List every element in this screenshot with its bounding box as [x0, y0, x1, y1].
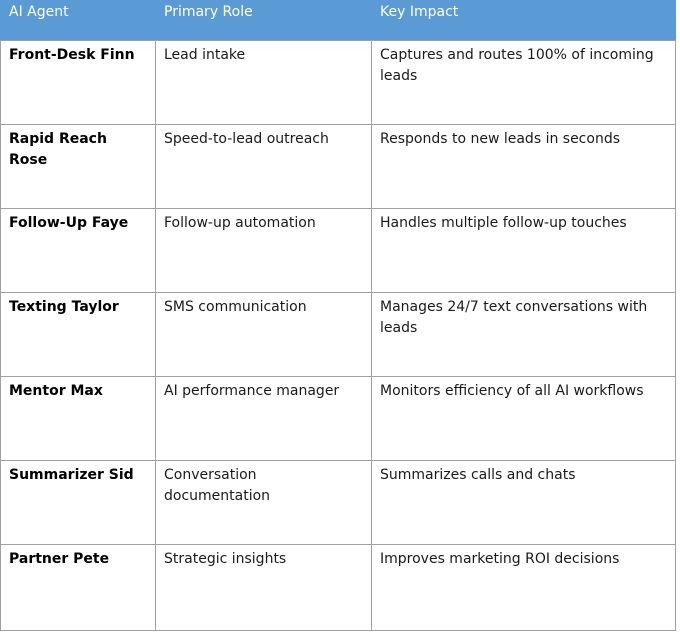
- key-impact-cell: Summarizes calls and chats: [372, 460, 676, 544]
- key-impact-cell: Manages 24/7 text conversations with leads: [372, 292, 676, 376]
- primary-role-cell: AI performance manager: [156, 376, 372, 460]
- table-row: [1, 208, 676, 292]
- agent-name-cell: Follow-Up Faye: [1, 208, 156, 292]
- primary-role-cell: Speed-to-lead outreach: [156, 124, 372, 208]
- column-header-key-impact: Key Impact: [372, 0, 676, 40]
- agent-name-cell: Rapid Reach Rose: [1, 124, 156, 208]
- agent-name-cell: Mentor Max: [1, 376, 156, 460]
- agent-name-cell: Front-Desk Finn: [1, 40, 156, 124]
- table-row: [1, 460, 676, 544]
- primary-role-cell: Conversation documentation: [156, 460, 372, 544]
- table-row: [1, 124, 676, 208]
- key-impact-cell: Responds to new leads in seconds: [372, 124, 676, 208]
- agent-name-cell: Summarizer Sid: [1, 460, 156, 544]
- column-header-ai-agent: AI Agent: [1, 0, 156, 40]
- table-header: [1, 0, 676, 40]
- agent-name-cell: Texting Taylor: [1, 292, 156, 376]
- table-row: [1, 40, 676, 124]
- table-row: [1, 376, 676, 460]
- primary-role-cell: Strategic insights: [156, 544, 372, 630]
- column-header-primary-role: Primary Role: [156, 0, 372, 40]
- table-body: [1, 40, 676, 630]
- primary-role-cell: Lead intake: [156, 40, 372, 124]
- key-impact-cell: Monitors efficiency of all AI workflows: [372, 376, 676, 460]
- agent-name-cell: Partner Pete: [1, 544, 156, 630]
- header-row: [1, 0, 676, 40]
- key-impact-cell: Captures and routes 100% of incoming leads: [372, 40, 676, 124]
- primary-role-cell: SMS communication: [156, 292, 372, 376]
- key-impact-cell: Improves marketing ROI decisions: [372, 544, 676, 630]
- key-impact-cell: Handles multiple follow-up touches: [372, 208, 676, 292]
- primary-role-cell: Follow-up automation: [156, 208, 372, 292]
- table-row: [1, 292, 676, 376]
- table-row: [1, 544, 676, 630]
